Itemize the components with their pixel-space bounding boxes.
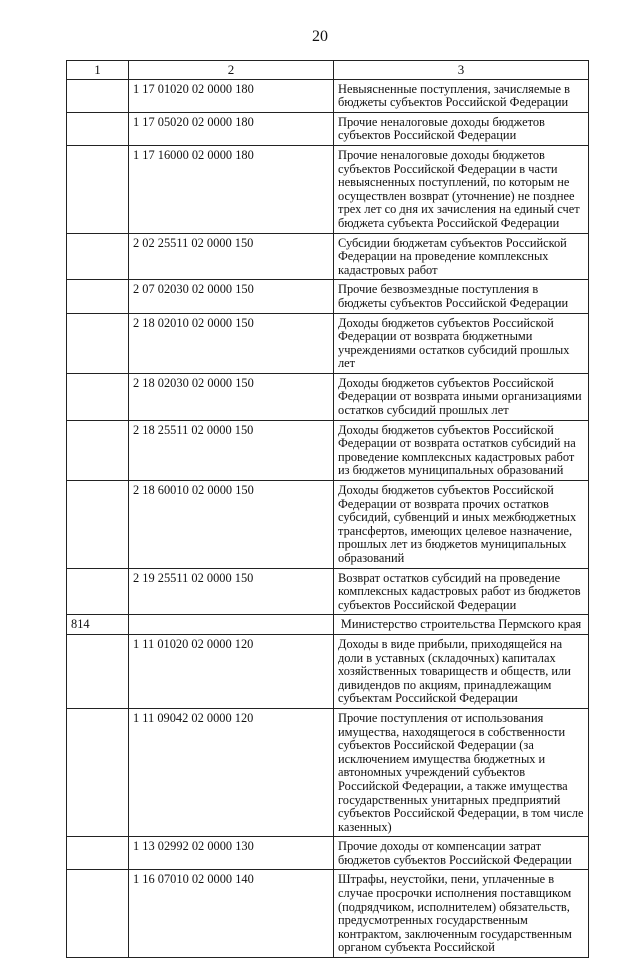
admin-code-cell (67, 634, 129, 708)
revenue-name-cell: Прочие доходы от компенсации затрат бюджетов субъектов Российской Федерации (334, 837, 589, 870)
budget-codes-table (66, 60, 589, 958)
revenue-name-cell: Штрафы, неустойки, пени, уплаченные в случае просрочки исполнения поставщиком (подрядчиком, исполнителем) обязательств, предусмотренных государственным контрактом, заключенным государственным органом субъекта Российской (334, 870, 589, 958)
table-row (67, 420, 589, 480)
table-row (67, 708, 589, 836)
budget-code-cell (129, 615, 334, 635)
table-row (67, 79, 589, 112)
table-row (67, 313, 589, 373)
admin-code-cell (67, 373, 129, 420)
admin-code-cell (67, 280, 129, 313)
admin-code-cell (67, 708, 129, 836)
revenue-name-cell: Возврат остатков субсидий на проведение комплексных кадастровых работ из бюджетов субъектов Российской Федерации (334, 568, 589, 615)
admin-code-cell (67, 837, 129, 870)
budget-code-cell: 2 18 60010 02 0000 150 (129, 481, 334, 569)
admin-code-cell (67, 481, 129, 569)
admin-code-cell (67, 870, 129, 958)
budget-code-cell: 1 16 07010 02 0000 140 (129, 870, 334, 958)
revenue-name-cell: Доходы бюджетов субъектов Российской Федерации от возврата остатков субсидий на проведение комплексных кадастровых работ из бюджетов муниципальных образований (334, 420, 589, 480)
budget-code-cell: 2 18 02030 02 0000 150 (129, 373, 334, 420)
budget-code-cell: 2 18 25511 02 0000 150 (129, 420, 334, 480)
admin-code-cell (67, 420, 129, 480)
administrator-name-cell: Министерство строительства Пермского края (334, 615, 589, 635)
table-row (67, 233, 589, 280)
header-col-1: 1 (67, 61, 129, 80)
budget-code-cell: 1 17 01020 02 0000 180 (129, 79, 334, 112)
header-col-3: 3 (334, 61, 589, 80)
budget-code-cell: 1 17 05020 02 0000 180 (129, 112, 334, 145)
admin-code-cell (67, 79, 129, 112)
budget-code-cell: 1 13 02992 02 0000 130 (129, 837, 334, 870)
revenue-name-cell: Доходы бюджетов субъектов Российской Федерации от возврата прочих остатков субсидий, субвенций и иных межбюджетных трансфертов, имеющих целевое назначение, прошлых лет из бюджетов муниципальных образований (334, 481, 589, 569)
table-row (67, 373, 589, 420)
admin-code-cell (67, 145, 129, 233)
admin-code-cell (67, 313, 129, 373)
table-row (67, 634, 589, 708)
budget-code-cell: 1 11 09042 02 0000 120 (129, 708, 334, 836)
revenue-name-cell: Прочие неналоговые доходы бюджетов субъектов Российской Федерации (334, 112, 589, 145)
revenue-name-cell: Невыясненные поступления, зачисляемые в бюджеты субъектов Российской Федерации (334, 79, 589, 112)
table-header-row (67, 61, 589, 80)
budget-code-cell: 2 19 25511 02 0000 150 (129, 568, 334, 615)
header-col-2: 2 (129, 61, 334, 80)
revenue-name-cell: Субсидии бюджетам субъектов Российской Федерации на проведение комплексных кадастровых работ (334, 233, 589, 280)
admin-code-cell (67, 568, 129, 615)
table-row (67, 145, 589, 233)
page-number: 20 (312, 28, 328, 45)
table-row (67, 870, 589, 958)
admin-code-cell: 814 (67, 615, 129, 635)
budget-code-cell: 2 07 02030 02 0000 150 (129, 280, 334, 313)
revenue-name-cell: Доходы в виде прибыли, приходящейся на доли в уставных (складочных) капиталах хозяйственных товариществ и обществ, или дивидендов по акциям, принадлежащим субъектам Российской Федерации (334, 634, 589, 708)
table-row (67, 568, 589, 615)
table-row (67, 615, 589, 635)
budget-code-cell: 1 11 01020 02 0000 120 (129, 634, 334, 708)
revenue-name-cell: Доходы бюджетов субъектов Российской Федерации от возврата иными организациями остатков субсидий прошлых лет (334, 373, 589, 420)
budget-code-cell: 2 18 02010 02 0000 150 (129, 313, 334, 373)
admin-code-cell (67, 112, 129, 145)
table-row (67, 112, 589, 145)
revenue-name-cell: Прочие безвозмездные поступления в бюджеты субъектов Российской Федерации (334, 280, 589, 313)
budget-code-cell: 1 17 16000 02 0000 180 (129, 145, 334, 233)
revenue-name-cell: Прочие поступления от использования имущества, находящегося в собственности субъектов Российской Федерации (за исключением имущества бюджетных и автономных учреждений субъектов Российской Федерации, а также имущества государственных унитарных предприятий субъектов Российской Федерации, в том числе казенных) (334, 708, 589, 836)
table-body (67, 79, 589, 957)
table-row (67, 837, 589, 870)
revenue-name-cell: Доходы бюджетов субъектов Российской Федерации от возврата бюджетными учреждениями остатков субсидий прошлых лет (334, 313, 589, 373)
admin-code-cell (67, 233, 129, 280)
table-row (67, 280, 589, 313)
table-row (67, 481, 589, 569)
revenue-name-cell: Прочие неналоговые доходы бюджетов субъектов Российской Федерации в части невыясненных поступлений, по которым не осуществлен возврат (уточнение) не позднее трех лет со дня их зачисления на единый счет бюджета субъекта Российской Федерации (334, 145, 589, 233)
budget-code-cell: 2 02 25511 02 0000 150 (129, 233, 334, 280)
